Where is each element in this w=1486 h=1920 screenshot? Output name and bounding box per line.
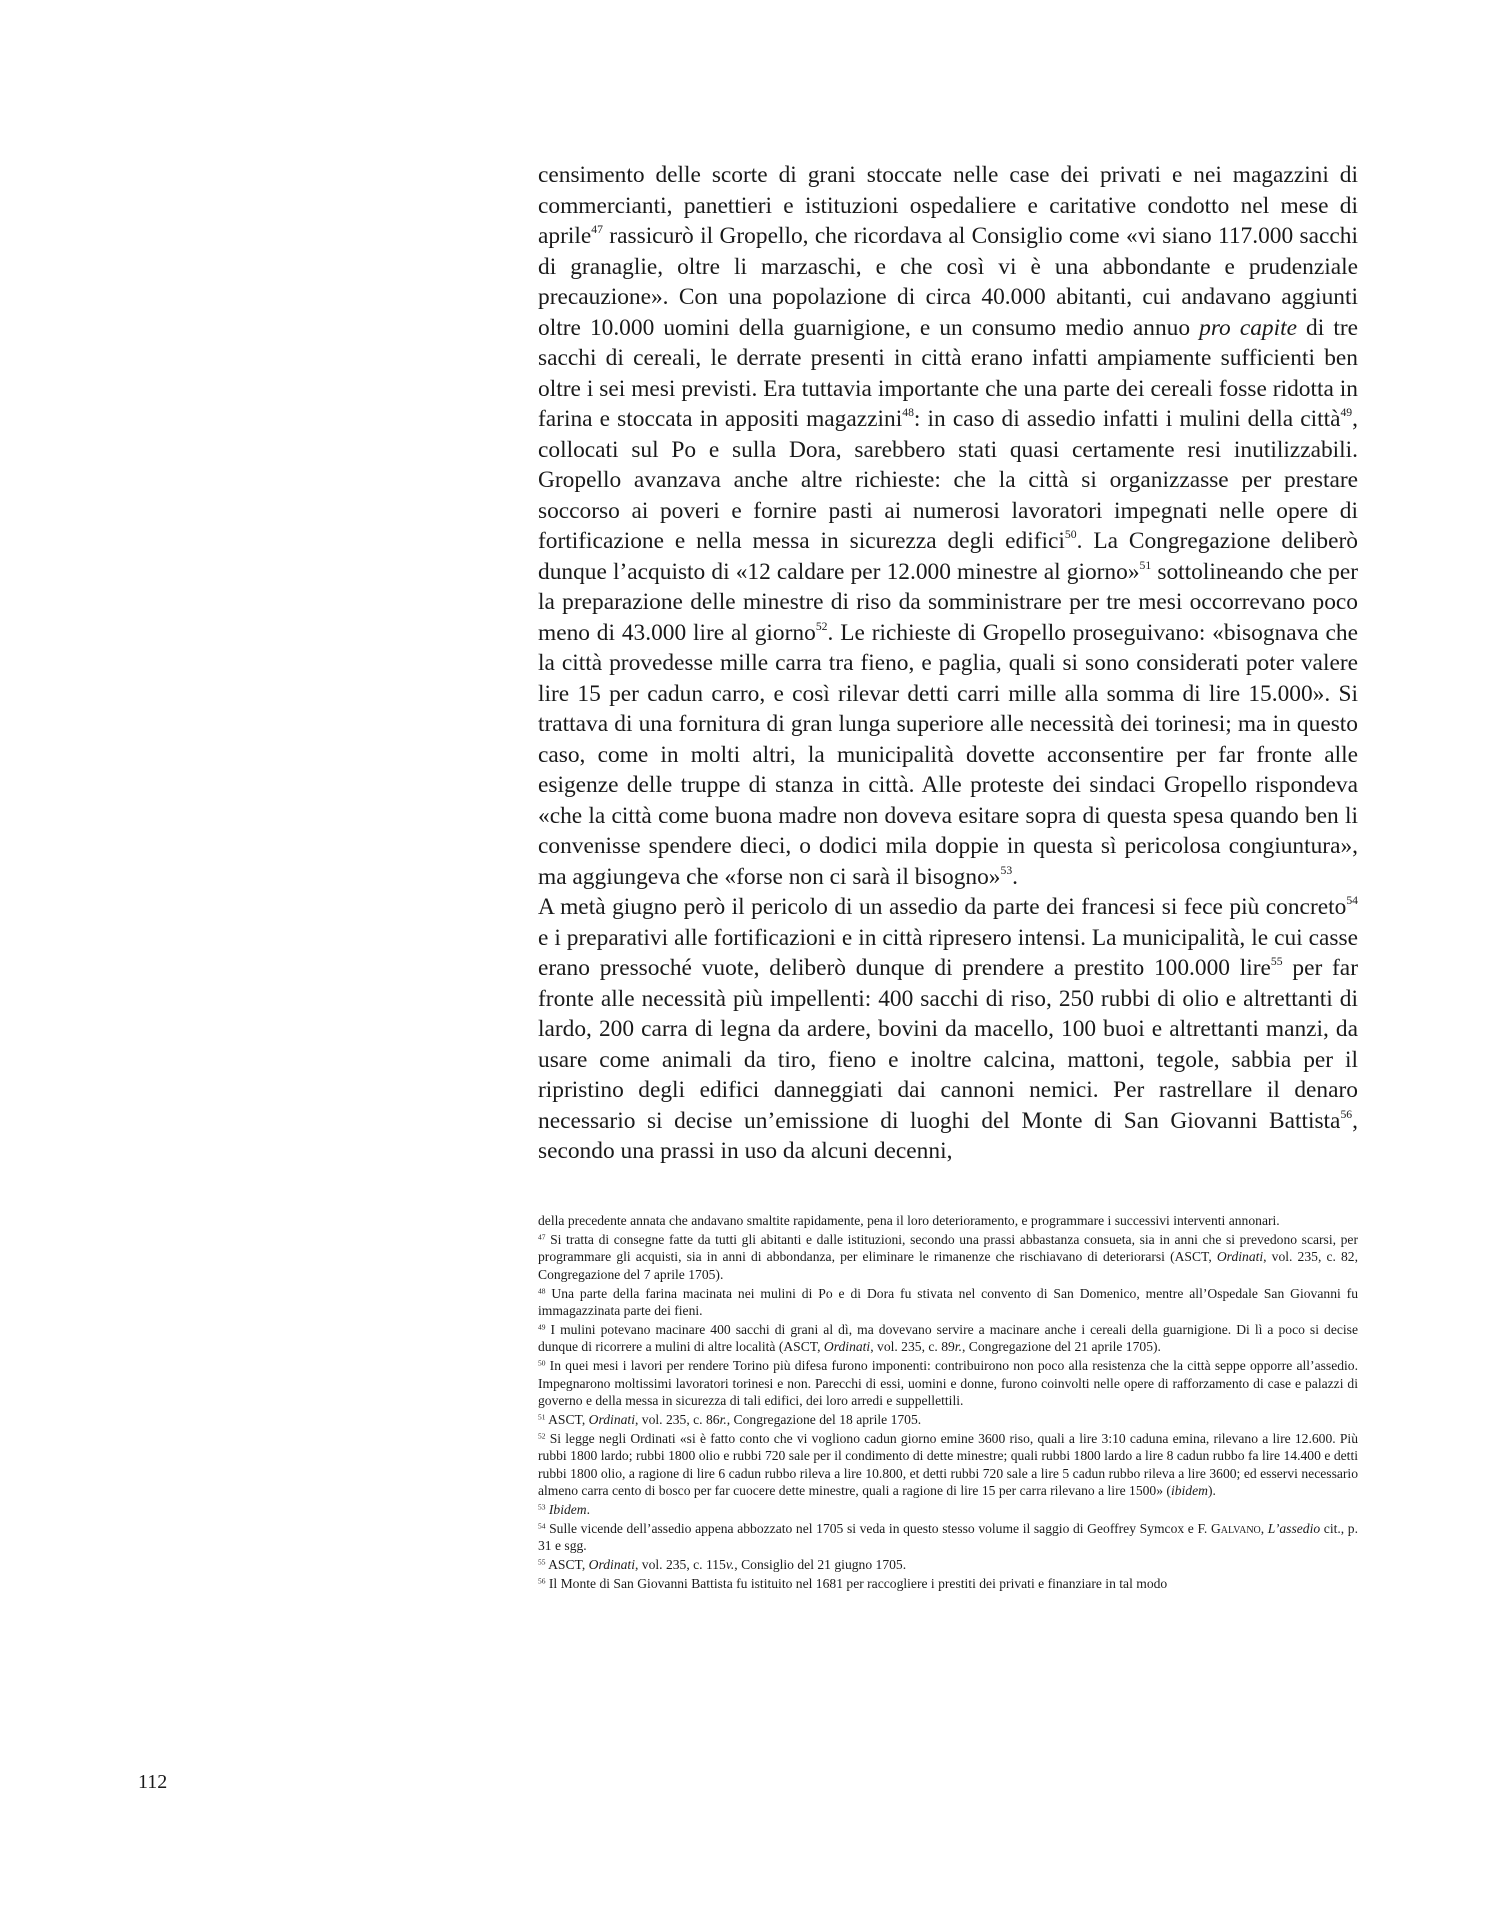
footnote-ref: 49 bbox=[1340, 406, 1353, 420]
footnote-ref: 56 bbox=[538, 1576, 546, 1586]
text-run: Il Monte di San Giovanni Battista fu istituito nel 1681 per raccogliere i prestiti dei privati e finanziare in tal modo bbox=[545, 1576, 1168, 1592]
text-run: , secondo una prassi in uso da alcuni decenni, bbox=[538, 1107, 1358, 1164]
footnote-ref: 47 bbox=[591, 223, 603, 237]
text-run: Si legge negli Ordinati «si è fatto conto che vi vogliono cadun giorno emine 3600 riso, quali a lire 3:10 caduna emina, rilevano a lire 12.600. Più rubbi 1800 lardo; rubbi 1800 olio e rubbi 720 sale per il condimento di dette minestre; quali rubbi 1800 lardo a lire 8 cadun rubbo fa lire 14.400 e detti rubbi 1800 olio, a ragione di lire 6 cadun rubbo rileva a lire 10.800, et detti rubbi 720 sale a lire 5 cadun rubbo rileva a lire 3600; ed esservi necessario almeno carra cento di bosco per far cuocere dette minestre, quali a ragione di lire 15 per carra rilevano a lire 1500» ( bbox=[538, 1430, 1358, 1499]
italic-text: v. bbox=[725, 1557, 735, 1573]
footnote-ref: 52 bbox=[815, 619, 828, 633]
footnote bbox=[538, 1501, 1358, 1518]
text-run: , bbox=[1260, 1520, 1268, 1536]
footnote-ref: 53 bbox=[1000, 863, 1013, 877]
text-run: Sulle vicende dell’assedio appena abbozzato nel 1705 si veda in questo stesso volume il saggio di Geoffrey Symcox e F. bbox=[545, 1520, 1211, 1536]
footnote-ref: 52 bbox=[538, 1431, 546, 1441]
text-run: Si tratta di consegne fatte da tutti gli abitanti e dalle istituzioni, secondo una prassi abbastanza consueta, sia in anni che si prevedono scarsi, per programmare gli acquisti, sia in anni di abbondanza, per eliminare le rimanenze che rischiavano di deteriorarsi (ASCT, bbox=[538, 1231, 1358, 1265]
body-paragraph bbox=[538, 892, 1358, 1167]
small-caps-text: Galvano bbox=[1210, 1520, 1261, 1536]
text-run: rassicurò il Gropello, che ricordava al Consiglio come «vi siano 117.000 sacchi di granaglie, oltre li marzaschi, e che così vi è una abbondante e prudenziale precauzione». Con una popolazione di circa 40.000 abitanti, cui andavano aggiunti oltre 10.000 uomini della guarnigione, e un consumo medio annuo bbox=[538, 223, 1358, 341]
text-run: , vol. 235, c. 89 bbox=[870, 1339, 955, 1355]
text-run: Una parte della farina macinata nei mulini di Po e di Dora fu stivata nel convento di San Domenico, mentre all’Ospedale San Giovanni fu immagazzinata parte dei fieni. bbox=[538, 1285, 1358, 1319]
italic-text: r. bbox=[954, 1339, 962, 1355]
footnote-ref: 54 bbox=[538, 1521, 546, 1531]
text-run: ASCT, bbox=[545, 1557, 589, 1573]
page-number: 112 bbox=[138, 1771, 168, 1793]
text-run: sottolineando che per la preparazione delle minestre di riso da somministrare per tre mesi occorrevano poco meno di 43.000 lire al giorno bbox=[538, 558, 1358, 646]
text-run: ). bbox=[1207, 1483, 1216, 1499]
footnote bbox=[538, 1430, 1358, 1500]
text-run: : in caso di assedio infatti i mulini della città bbox=[913, 406, 1341, 432]
italic-text: Ordinati bbox=[588, 1411, 635, 1427]
text-run: . Le richieste di Gropello proseguivano: «bisognava che la città provedesse mille carra tra fieno, e paglia, quali si sono considerati poter valere lire 15 per cadun carro, e così rilevar detti carri mille alla somma di lire 15.000». Si trattava di una fornitura di gran lunga superiore alle necessità dei torinesi; ma in questo caso, come in molti altri, la municipalità dovette acconsentire per far fronte alle esigenze delle truppe di stanza in città. Alle proteste dei sindaci Gropello rispondeva «che la città come buona madre non doveva esitare sopra di questa spesa quando ben li convenisse spendere dieci, o dodici mila doppie in questa sì pericolosa congiuntura», ma aggiungeva che «forse non ci sarà il bisogno» bbox=[538, 619, 1358, 890]
footnote-ref: 50 bbox=[1064, 528, 1077, 542]
italic-text: pro capite bbox=[1199, 314, 1297, 341]
footnote-ref: 51 bbox=[538, 1412, 546, 1422]
text-run: , Consiglio del 21 giugno 1705. bbox=[734, 1557, 907, 1573]
italic-text: Ordinati bbox=[1216, 1249, 1264, 1265]
italic-text: Ordinati bbox=[823, 1339, 871, 1355]
body-paragraph bbox=[538, 160, 1358, 892]
footnote bbox=[538, 1321, 1358, 1356]
footnotes bbox=[538, 1212, 1358, 1594]
italic-text: ibidem bbox=[1170, 1483, 1208, 1499]
text-run: A metà giugno però il pericolo di un assedio da parte dei francesi si fece più concreto bbox=[538, 894, 1347, 920]
footnote bbox=[538, 1231, 1358, 1283]
text-run: per far fronte alle necessità più impellenti: 400 sacchi di riso, 250 rubbi di olio e altrettanti di lardo, 200 carra di legna da ardere, bovini da macello, 100 buoi e altrettanti manzi, da usare come animali da tiro, fieno e inoltre calcina, mattoni, tegole, sabbia per il ripristino degli edifici danneggiati dai cannoni nemici. Per rastrellare il denaro necessario si decise un’emissione di luoghi del Monte di San Giovanni Battista bbox=[538, 955, 1358, 1134]
footnote-ref: 54 bbox=[1346, 894, 1358, 908]
body-text bbox=[538, 160, 1358, 1167]
text-run: di tre sacchi di cereali, le derrate presenti in città erano infatti ampiamente sufficienti ben oltre i sei mesi previsti. Era tuttavia importante che una parte dei cereali fosse ridotta in farina e stoccata in appositi magazzini bbox=[538, 314, 1359, 432]
footnote bbox=[538, 1411, 1358, 1428]
footnote bbox=[538, 1357, 1358, 1409]
footnote-ref: 47 bbox=[538, 1232, 546, 1242]
text-run: ASCT, bbox=[545, 1411, 589, 1427]
italic-text: L’assedio bbox=[1267, 1520, 1321, 1536]
text-run: , vol. 235, c. 115 bbox=[634, 1557, 726, 1573]
footnote bbox=[538, 1212, 1358, 1229]
text-run: In quei mesi i lavori per rendere Torino più difesa furono imponenti: contribuirono non poco alla resistenza che la città seppe opporre all’assedio. Impegnarono moltissimi lavoratori torinesi e non. Parecchi di essi, uomini e donne, furono coinvolti nelle opere di rafforzamento di case e palazzi di governo e della messa in sicurezza di tali edifici, dei loro arredi e suppellettili. bbox=[538, 1358, 1358, 1409]
text-run: e i preparativi alle fortificazioni e in città ripresero intensi. La municipalità, le cui casse erano pressoché vuote, deliberò dunque di prendere a prestito 100.000 lire bbox=[538, 924, 1358, 981]
text-run: censimento delle scorte di grani stoccate nelle case dei privati e nei magazzini di commercianti, panettieri e istituzioni ospedaliere e caritative condotto nel mese di aprile bbox=[538, 162, 1358, 249]
text-run: I mulini potevano macinare 400 sacchi di grani al dì, ma dovevano servire a macinare anche i cereali della guarnigione. Di lì a poco si decise dunque di ricorrere a mulini di altre località (ASCT, bbox=[538, 1321, 1358, 1355]
text-run: . La Congregazione deliberò dunque l’acquisto di «12 caldare per 12.000 minestre al giorno» bbox=[538, 528, 1358, 585]
italic-text: Ibidem bbox=[548, 1502, 587, 1517]
footnote bbox=[538, 1520, 1358, 1555]
footnote-ref: 48 bbox=[538, 1286, 546, 1296]
footnote bbox=[538, 1575, 1358, 1592]
italic-text: Ordinati bbox=[588, 1557, 635, 1573]
text-run: , vol. 235, c. 82, Congregazione del 7 aprile 1705). bbox=[538, 1249, 1358, 1282]
footnote-ref: 48 bbox=[902, 406, 914, 420]
footnote-ref: 51 bbox=[1139, 558, 1152, 572]
footnote bbox=[538, 1556, 1358, 1573]
footnote bbox=[538, 1285, 1358, 1320]
text-run: . bbox=[1012, 863, 1019, 890]
footnote-ref: 55 bbox=[1270, 955, 1283, 969]
footnote-ref: 53 bbox=[538, 1502, 546, 1512]
text-run: . bbox=[586, 1502, 591, 1517]
footnote-ref: 55 bbox=[538, 1557, 546, 1567]
footnote-ref: 49 bbox=[538, 1322, 546, 1332]
text-run: della precedente annata che andavano smaltite rapidamente, pena il loro deterioramento, e programmare i successivi interventi annonari. bbox=[538, 1213, 1280, 1228]
text-run: cit., p. 31 e sgg. bbox=[538, 1520, 1358, 1554]
text-run: , collocati sul Po e sulla Dora, sarebbero stati quasi certamente resi inutilizzabili. Gropello avanzava anche altre richieste: che la città si organizzasse per prestare soccorso ai poveri e fornire pasti ai numerosi lavoratori impegnati nelle opere di fortificazione e nella messa in sicurezza degli edifici bbox=[538, 406, 1358, 554]
footnote-ref: 56 bbox=[1340, 1107, 1353, 1121]
text-run: , Congregazione del 18 aprile 1705. bbox=[726, 1411, 922, 1427]
text-run: , Congregazione del 21 aprile 1705). bbox=[961, 1339, 1161, 1355]
italic-text: r. bbox=[719, 1411, 727, 1427]
footnote-ref: 50 bbox=[538, 1358, 546, 1368]
text-run: , vol. 235, c. 86 bbox=[634, 1411, 720, 1427]
